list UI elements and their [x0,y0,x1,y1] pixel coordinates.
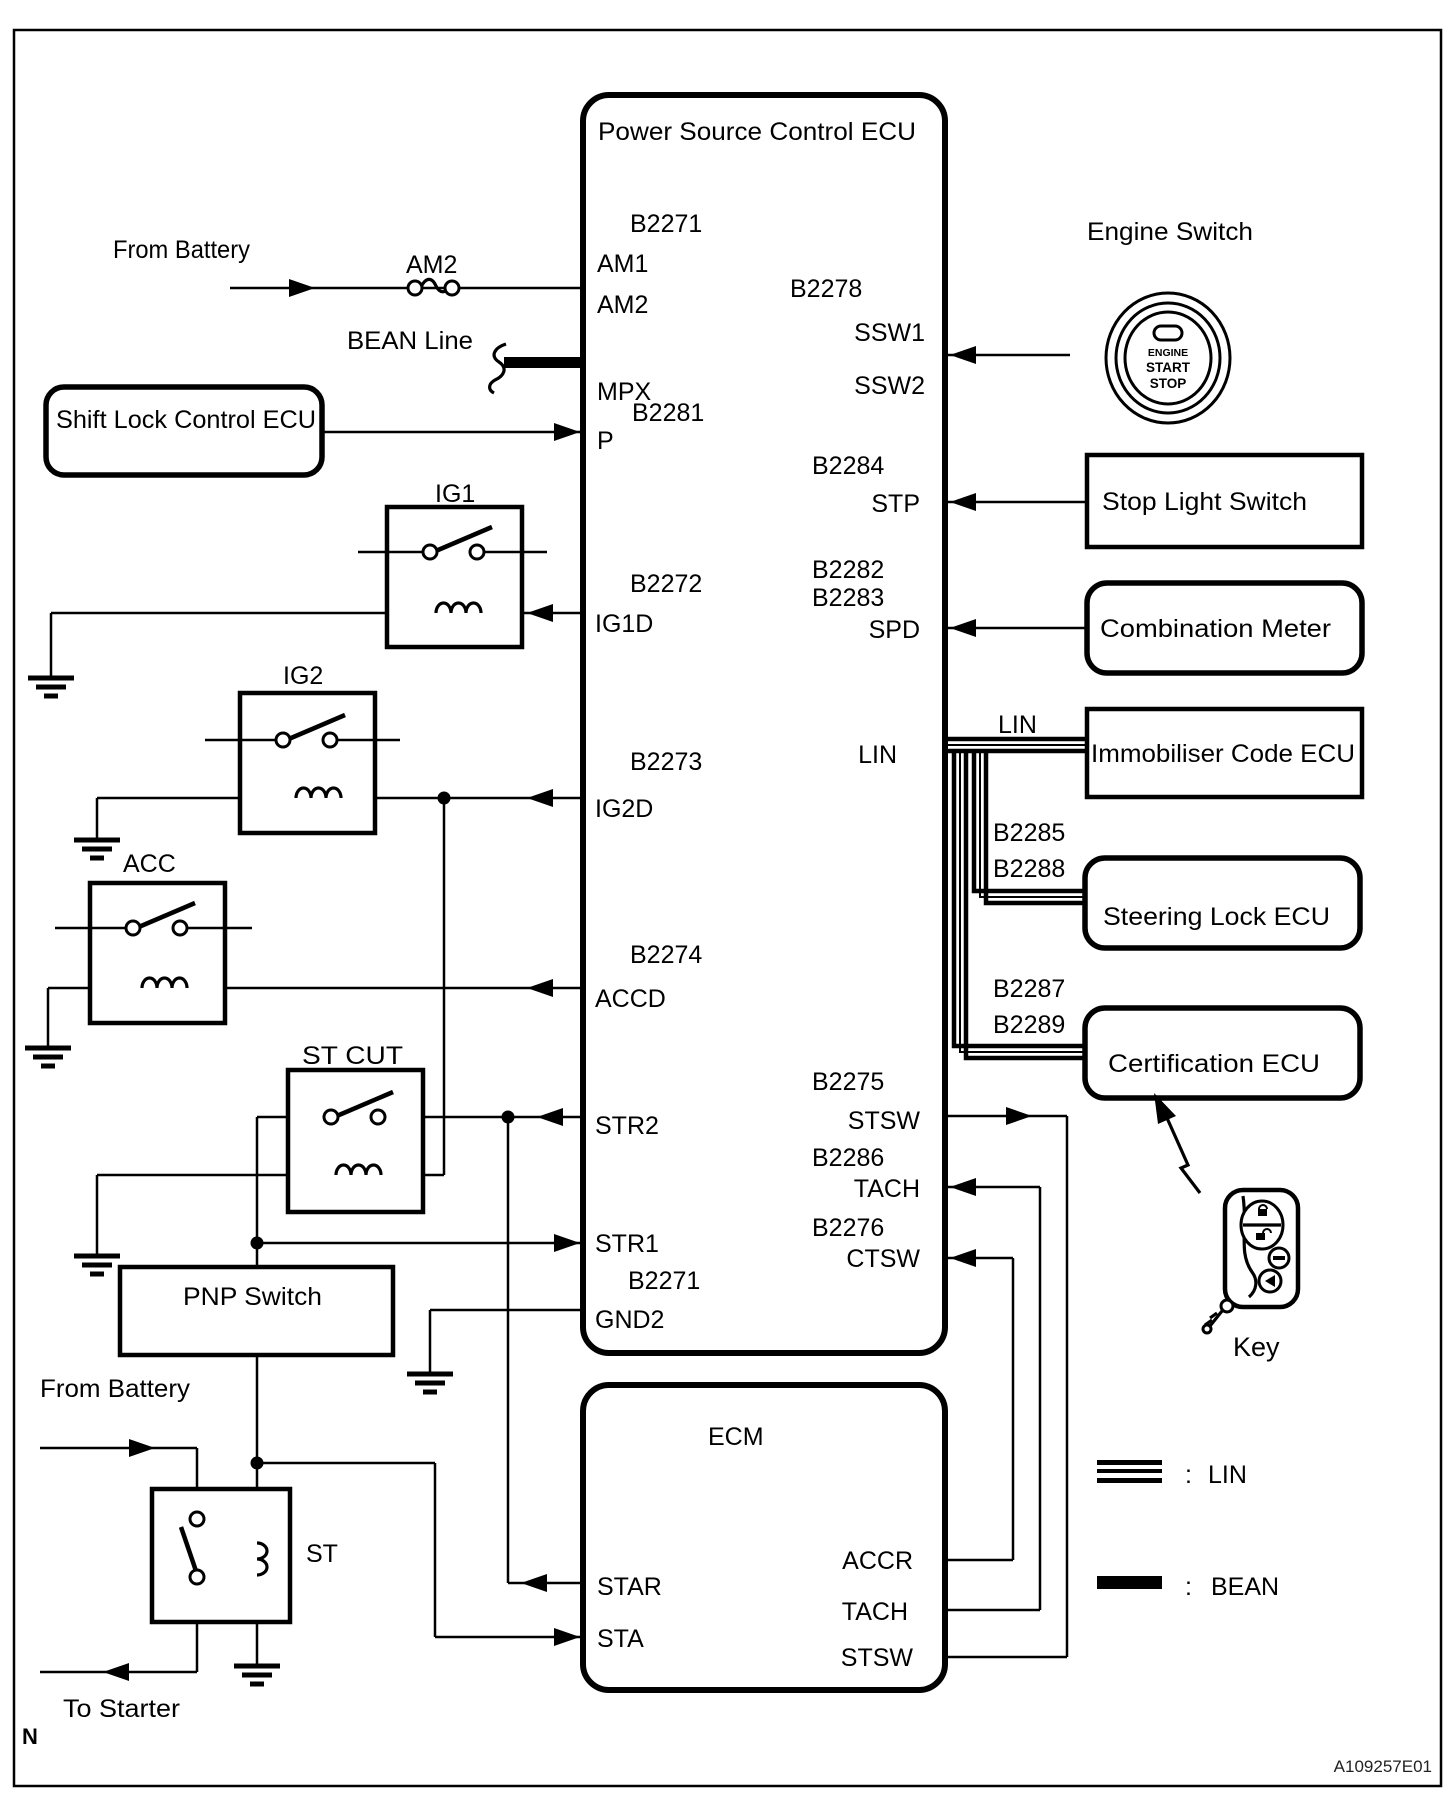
ecm-title: ECM [708,1423,764,1451]
pin-stsw: STSW [847,1107,920,1135]
combination-meter-box [1087,583,1362,673]
pin-gnd2: GND2 [595,1306,665,1334]
pin-b2286: B2286 [812,1144,885,1172]
to-starter-label: To Starter [63,1695,180,1723]
relay-st-cut [288,1070,423,1212]
legend-bean-colon: : [1185,1573,1192,1601]
am2-fuse-label: AM2 [406,251,458,279]
pin-b2281: B2281 [632,399,705,427]
pin-stp: STP [871,490,920,518]
pin-accd: ACCD [595,985,666,1013]
certification-ecu-box [1085,1008,1360,1098]
pin-sta: STA [597,1625,644,1653]
pin-b2275: B2275 [812,1068,885,1096]
pin-star: STAR [597,1573,662,1601]
pin-ecm-stsw: STSW [840,1644,913,1672]
button-start-label: START [1146,360,1190,375]
pin-p: P [597,427,614,455]
engine-start-stop-button [1106,293,1230,423]
acc-label: ACC [123,850,176,878]
pin-ig2d: IG2D [595,795,654,823]
n-marker: N [22,1724,38,1749]
ig1-label: IG1 [435,480,476,508]
figure-id: A109257E01 [1333,1757,1432,1776]
pnp-switch-label: PNP Switch [183,1283,322,1311]
steering-lock-ecu-label: Steering Lock ECU [1103,903,1330,931]
psc-ecu-title: Power Source Control ECU [598,118,916,146]
pin-b2283: B2283 [812,584,885,612]
legend-lin-icon [1097,1460,1162,1465]
pin-ctsw: CTSW [846,1245,920,1273]
pin-mpx: MPX [597,378,652,406]
legend-bean-icon [1097,1576,1162,1589]
button-stop-label: STOP [1149,376,1187,391]
pin-am1: AM1 [597,250,649,278]
pin-spd: SPD [868,616,920,644]
psc-ecu-box [583,95,945,1353]
b2289-label: B2289 [993,1011,1066,1039]
b2288-label: B2288 [993,855,1066,883]
pin-am2: AM2 [597,291,649,319]
button-indicator-icon [1154,326,1182,340]
button-engine-label: ENGINE [1147,347,1189,359]
legend-lin-colon: : [1185,1461,1192,1489]
relay-ig1 [358,507,547,647]
pin-b2282: B2282 [812,556,885,584]
combination-meter-label: Combination Meter [1100,615,1331,643]
pin-ecm-tach: TACH [841,1598,908,1626]
pin-b2271-top: B2271 [630,210,703,238]
from-battery-top-label: From Battery [113,236,251,264]
pin-accr: ACCR [842,1547,913,1575]
engine-switch-label: Engine Switch [1087,218,1253,246]
pin-ig1d: IG1D [595,610,654,638]
steering-lock-ecu-box [1085,858,1360,948]
stop-light-switch-box [1087,455,1362,547]
pin-b2272: B2272 [630,570,703,598]
pin-b2273: B2273 [630,748,703,776]
stop-light-switch-label: Stop Light Switch [1102,488,1307,516]
certification-ecu-label: Certification ECU [1108,1050,1320,1078]
immobiliser-code-ecu-label: Immobiliser Code ECU [1091,740,1355,768]
st-cut-label: ST CUT [302,1042,403,1070]
pin-b2284: B2284 [812,452,885,480]
shift-lock-control-ecu-box [46,387,322,475]
pin-lin: LIN [858,741,897,769]
pin-str2: STR2 [595,1112,659,1140]
shift-lock-control-ecu-label: Shift Lock Control ECU [56,406,316,434]
pin-b2274: B2274 [630,941,703,969]
pin-b2276: B2276 [812,1214,885,1242]
pin-ssw2: SSW2 [854,372,925,400]
pin-ssw1: SSW1 [854,319,925,347]
b2287-label: B2287 [993,975,1066,1003]
ig2-label: IG2 [283,662,324,690]
st-label: ST [306,1540,338,1568]
pin-b2271-bottom: B2271 [628,1267,701,1295]
pin-tach: TACH [853,1175,920,1203]
from-battery-bottom-label: From Battery [40,1375,191,1403]
legend-bean-label: BEAN [1211,1573,1280,1601]
pnp-switch-box [120,1267,393,1355]
pin-str1: STR1 [595,1230,659,1258]
b2285-label: B2285 [993,819,1066,847]
lin-bus-label: LIN [998,711,1037,739]
pin-b2278: B2278 [790,275,863,303]
relay-st [152,1489,290,1622]
bean-line-label: BEAN Line [347,327,473,355]
immobiliser-code-ecu-box [1087,709,1362,797]
key-label: Key [1233,1332,1280,1362]
legend-lin-label: LIN [1208,1461,1247,1489]
